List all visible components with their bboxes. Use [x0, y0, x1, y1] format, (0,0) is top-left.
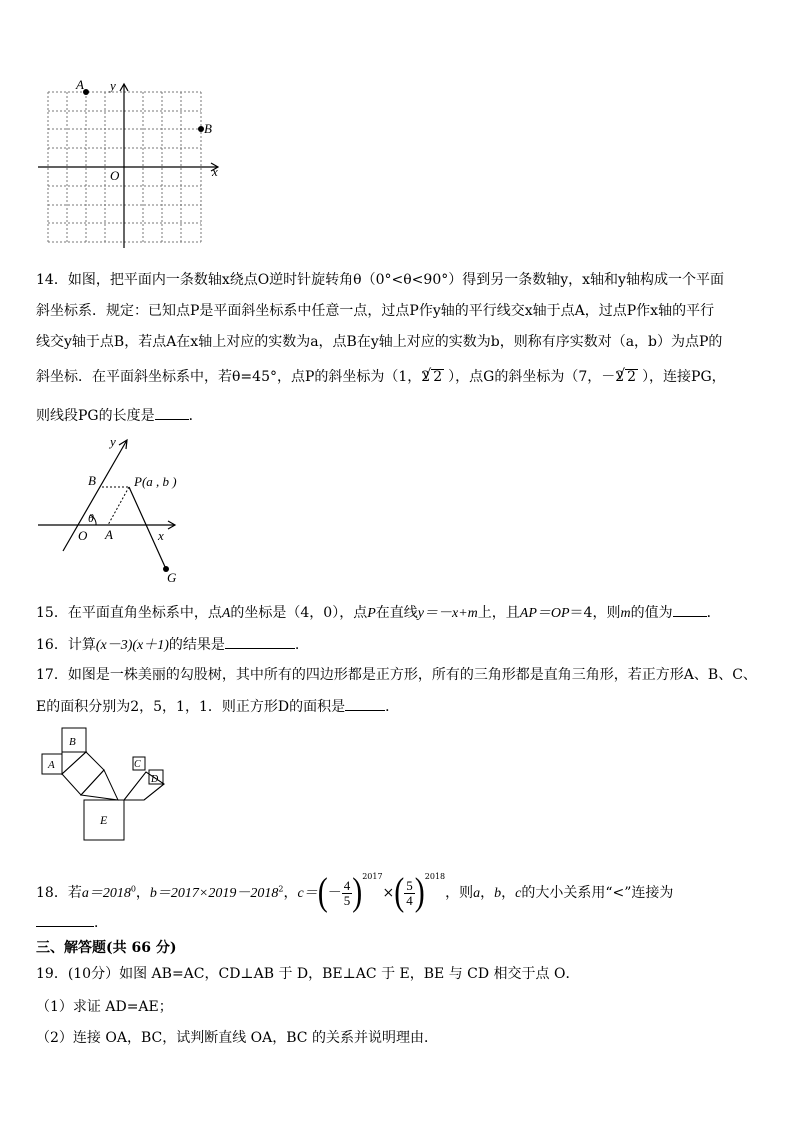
label-A: A [76, 77, 84, 92]
frac1-den: 5 [343, 892, 351, 908]
q18-end: ． [94, 915, 108, 931]
q14-line3: 线交y轴于点B，若点A在x轴上对应的实数为a，点B在y轴上对应的实数为b，则称有序实数对（a，b）为点P的 [36, 334, 723, 350]
fraction-5-4 [404, 879, 415, 908]
q15-eq: y＝－x+m [417, 606, 478, 621]
q16-text-a: 16．计算 [36, 637, 96, 653]
label-A: A [105, 527, 113, 542]
q18-sep1: ， [135, 885, 150, 901]
q17-line2-text: E的面积分别为2，5，1，1．则正方形D的面积是 [36, 699, 346, 715]
q16-text-b: 的结果是 [168, 637, 225, 653]
label-O: O [78, 528, 88, 543]
label-A: A [48, 759, 55, 771]
q15-text-b: 的坐标是（4，0），点 [230, 605, 368, 621]
label-y: y [110, 434, 116, 449]
frac1-num: 4 [343, 877, 351, 893]
label-G: G [167, 570, 177, 585]
sqrt-2: √ 2 [431, 369, 444, 384]
q15-end: ． [706, 605, 721, 621]
answer-blank [673, 602, 707, 617]
q18-a: a [473, 886, 481, 901]
q15-text-a: 15．在平面直角坐标系中，点 [36, 605, 222, 621]
q18-a-exp: 0 [130, 884, 136, 894]
q19-line1: 19．(10分）如图 AB=AC，CD⊥AB 于 D，BE⊥AC 于 E，BE 与 CD 相交于点 O． [36, 966, 580, 982]
q14-line4-b: ），点G的斜坐标为（7，－2 [448, 369, 625, 385]
q16-expr: (x－3)(x＋1) [95, 638, 169, 653]
q18-tail2: 的大小关系用“<”连接为 [521, 885, 674, 901]
right-paren-1: ) [352, 870, 363, 914]
q18-b-exp: 2 [278, 884, 284, 894]
pythagoras-tree-figure [36, 722, 176, 844]
label-theta: θ [88, 511, 94, 525]
label-x: x [158, 528, 164, 543]
q16-end: . [294, 637, 300, 653]
q14-line1: 14．如图，把平面内一条数轴x绕点O逆时针旋转角θ（0°<θ<90°）得到另一条数轴y，x轴和y轴构成一个平面 [36, 272, 724, 288]
q15-P: P [367, 606, 376, 621]
left-paren-2: ( [394, 870, 405, 914]
label-C: C [134, 759, 141, 770]
label-y: y [110, 78, 116, 93]
right-paren-2: ) [414, 870, 425, 914]
q19-part2: （2）连接 OA，BC，试判断直线 OA，BC 的关系并说明理由． [36, 1030, 438, 1046]
q18-c: c [515, 886, 522, 901]
q17-end: ． [385, 699, 400, 715]
left-paren-1: ( [317, 870, 328, 914]
q18-a-eq: a＝2018 [81, 886, 131, 901]
answer-blank [225, 634, 295, 649]
section-title: 三、解答题(共 66 分) [36, 940, 177, 956]
q18-times: × [382, 885, 395, 901]
q14-line4-a: 斜坐标．在平面斜坐标系中，若θ=45°，点P的斜坐标为（1，2 [36, 369, 431, 385]
q18-exp1: 2017 [362, 872, 383, 881]
q18-sep2: ， [283, 885, 298, 901]
q18-sep3: ， [480, 885, 495, 901]
label-x: x [212, 164, 218, 179]
q18-b: b [494, 886, 502, 901]
label-P: P(a , b ) [134, 474, 177, 489]
q15-text-f: 的值为 [630, 605, 673, 621]
answer-blank [345, 696, 385, 711]
q14-period: ． [188, 408, 203, 424]
label-B: B [88, 473, 96, 488]
q15-A: A [221, 606, 231, 621]
frac2-den: 4 [406, 892, 413, 908]
answer-blank [155, 405, 189, 420]
q17-line2 [36, 696, 399, 717]
q15-text-d: 上，且 [477, 605, 520, 621]
q14-line5 [36, 405, 203, 426]
q18-line [36, 855, 674, 914]
label-B: B [204, 121, 212, 136]
q15-line [36, 602, 721, 624]
q18-tail: ，则 [445, 885, 474, 901]
oblique-figure [30, 432, 200, 587]
sqrt-2b: √ 2 [625, 369, 638, 384]
q19-part1: （1）求证 AD=AE； [36, 999, 173, 1015]
q18-c-eq: c＝ [297, 886, 318, 901]
label-D: D [151, 774, 159, 785]
label-B: B [69, 736, 76, 748]
q15-eq2: AP＝OP [519, 606, 570, 621]
q16-line [36, 634, 299, 656]
q15-text-c: 在直线 [375, 605, 418, 621]
label-E: E [100, 813, 108, 827]
fraction-4-5 [342, 879, 353, 908]
answer-blank [36, 912, 94, 927]
q14-line2: 斜坐标系．规定：已知点P是平面斜坐标系中任意一点，过点P作y轴的平行线交x轴于点A，过点P作x轴的平行 [36, 303, 715, 319]
q18-sep4: ， [501, 885, 516, 901]
q17-line1: 17．如图是一株美丽的勾股树，其中所有的四边形都是正方形，所有的三角形都是直角三角形，若正方形A、B、C、 [36, 667, 757, 683]
q14-line4-c: ），连接PG， [642, 369, 726, 385]
q18-lead: 18．若 [36, 885, 82, 901]
grid-figure [30, 76, 230, 248]
q14-line5-text: 则线段PG的长度是 [36, 408, 155, 424]
label-O: O [110, 168, 120, 183]
q18-b-eq: b＝2017×2019－2018 [149, 886, 279, 901]
q18-exp2: 2018 [424, 872, 446, 881]
q15-m: m [620, 606, 631, 621]
q18-answer-line [36, 912, 108, 933]
q14-line4 [36, 367, 726, 387]
q18-minus: － [327, 885, 342, 901]
frac2-num: 5 [406, 877, 413, 893]
q15-text-e: ＝4，则 [569, 605, 621, 621]
